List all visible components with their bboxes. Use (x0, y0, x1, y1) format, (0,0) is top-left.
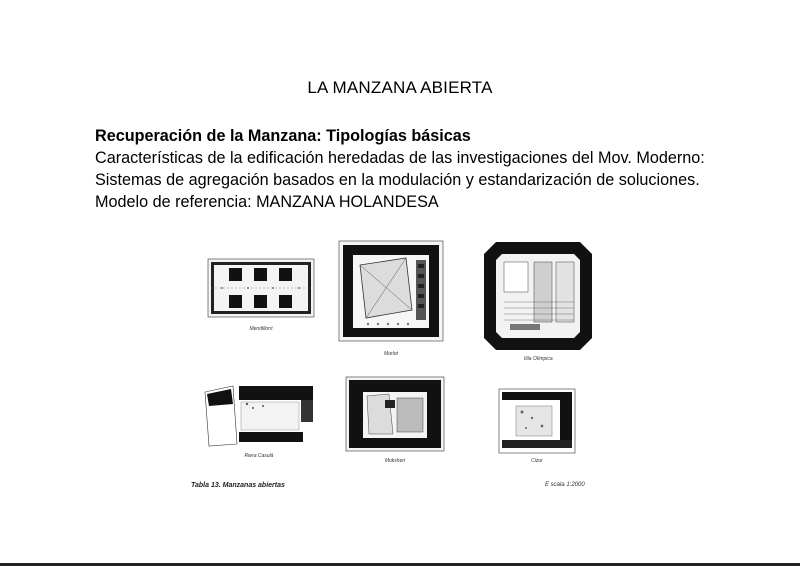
figure-caption: Tabla 13. Manzanas abiertas (191, 482, 285, 489)
slide-body (95, 125, 775, 213)
plan-vila-olimpica-drawing (482, 240, 594, 352)
slide-title: LA MANZANA ABIERTA (307, 78, 493, 97)
body-line-3: Modelo de referencia: MANZANA HOLANDESA (95, 193, 439, 211)
figure-scale: E scala 1:2000 (545, 482, 585, 488)
plan-moksheri-drawing (345, 376, 445, 452)
plan-mendillorri-drawing (207, 258, 315, 318)
plan-cizur-label: Cizur (531, 458, 543, 464)
plan-vila-olimpica-label: Vila Olímpica (523, 356, 553, 362)
plan-mendillorri-label: Mendillorri (249, 326, 273, 332)
block-plans-figure (185, 236, 605, 496)
plan-morlot-drawing (338, 240, 444, 342)
plan-cizur-drawing (498, 388, 576, 454)
slide-subtitle: Recuperación de la Manzana: Tipologías básicas (95, 127, 471, 145)
body-line-1: Características de la edificación heredadas de las investigaciones del Mov. Moderno: (95, 149, 705, 167)
plan-moksheri-label: Moksheri (384, 458, 406, 464)
plan-riera-casula-label: Riera Casulà (244, 453, 274, 459)
plan-riera-casula-drawing (203, 382, 315, 448)
plan-morlot-label: Morlot (384, 351, 398, 357)
body-line-2: Sistemas de agregación basados en la modulación y estandarización de soluciones. (95, 171, 700, 189)
